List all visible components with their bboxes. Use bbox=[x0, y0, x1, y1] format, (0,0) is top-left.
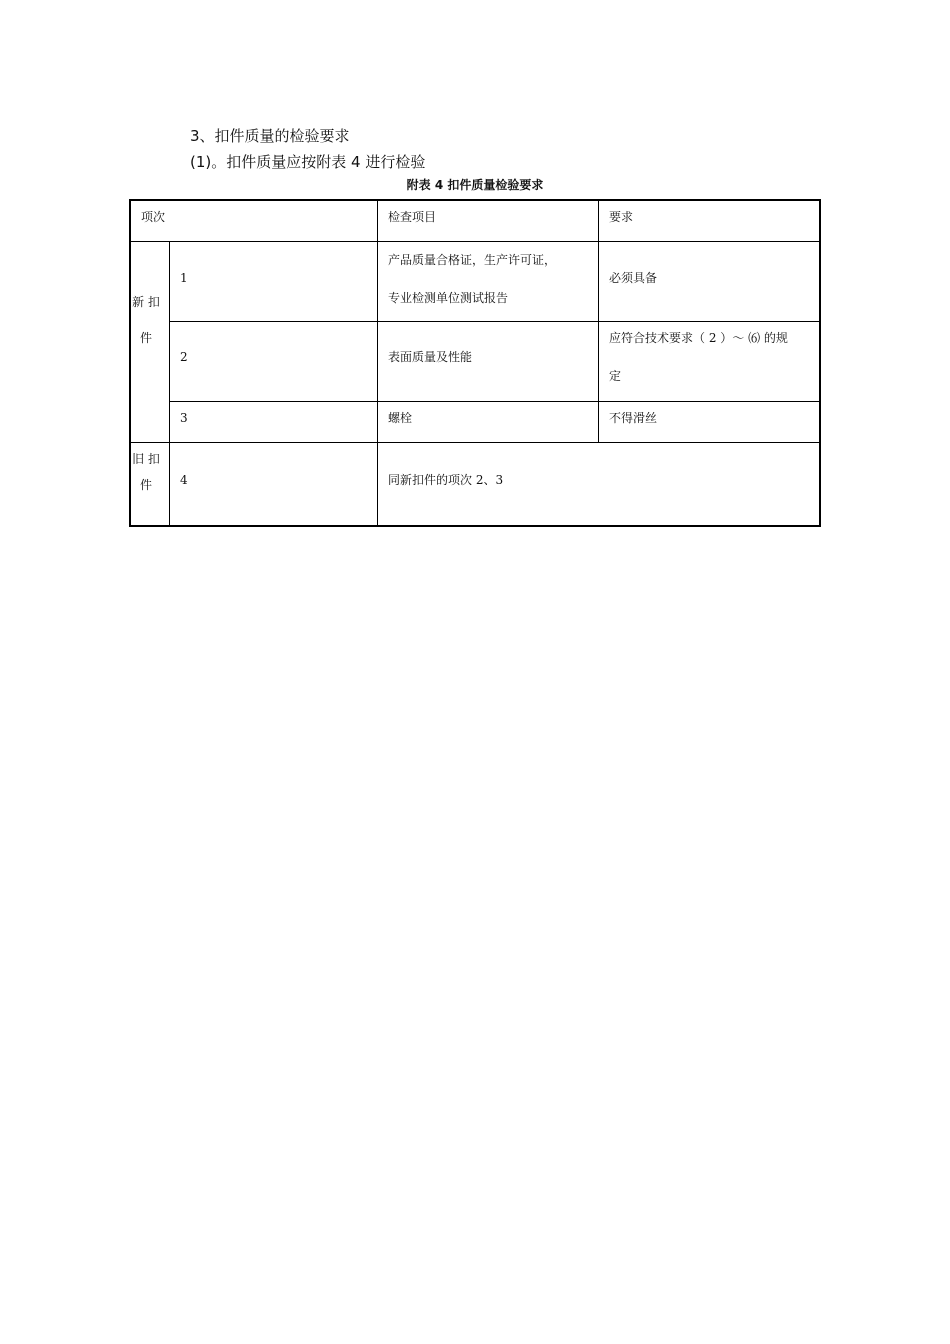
row-3-item: 螺栓 bbox=[388, 411, 413, 425]
group-label-char: 扣 bbox=[147, 295, 160, 309]
group-label-char: 件 bbox=[139, 478, 152, 492]
row-1-item-line: 产品质量合格证，生产许可证， bbox=[388, 253, 557, 267]
row-4-no: 4 bbox=[180, 473, 188, 487]
row-2-requirement bbox=[599, 319, 788, 395]
row-2-requirement-line: 应符合技术要求（ 2 ）～ ⑹ 的规 bbox=[609, 331, 788, 345]
group-label-new-fasteners bbox=[131, 284, 161, 356]
row-rule bbox=[169, 401, 821, 402]
row-1-no: 1 bbox=[180, 271, 188, 285]
header-requirement: 要求 bbox=[609, 210, 634, 224]
row-3-requirement: 不得滑丝 bbox=[609, 411, 658, 425]
group-label-char: 新 bbox=[132, 295, 145, 309]
row-1-requirement: 必须具备 bbox=[609, 271, 658, 285]
table-top-border bbox=[129, 199, 821, 201]
row-4-item: 同新扣件的项次 2、3 bbox=[388, 473, 504, 487]
section-heading: 3、扣件质量的检验要求 bbox=[190, 127, 350, 145]
row-2-requirement-line: 定 bbox=[609, 369, 622, 383]
row-1-item bbox=[378, 241, 556, 317]
row-1-item-line: 专业检测单位测试报告 bbox=[388, 291, 509, 305]
row-2-item: 表面质量及性能 bbox=[388, 350, 473, 364]
table-right-border bbox=[819, 199, 821, 527]
group-rule bbox=[129, 442, 821, 443]
header-inspection-item: 检查项目 bbox=[388, 210, 437, 224]
table-bottom-border bbox=[129, 525, 821, 527]
table-caption: 附表 4 扣件质量检验要求 bbox=[406, 178, 544, 192]
group-label-char: 件 bbox=[139, 331, 152, 345]
row-2-no: 2 bbox=[180, 350, 188, 364]
group-label-char: 扣 bbox=[147, 452, 160, 466]
header-item-no: 项次 bbox=[141, 210, 166, 224]
group-label-char: 旧 bbox=[132, 452, 145, 466]
group-label-old-fasteners bbox=[131, 446, 161, 498]
instruction-text: (1)。扣件质量应按附表 4 进行检验 bbox=[190, 153, 426, 171]
row-3-no: 3 bbox=[180, 411, 188, 425]
